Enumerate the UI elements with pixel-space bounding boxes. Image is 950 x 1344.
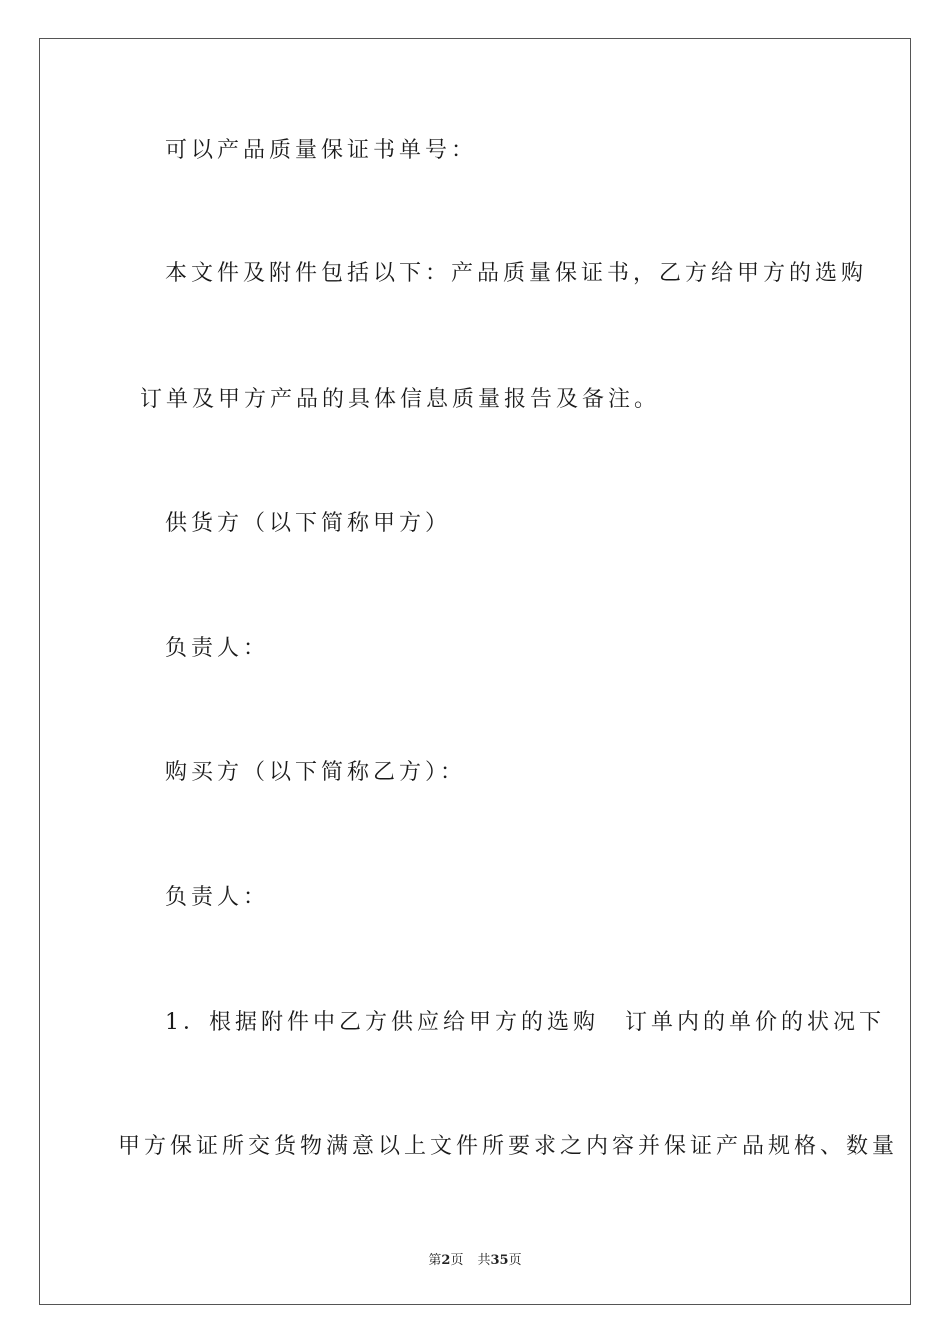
clause-1-line: 1．根据附件中乙方供应给甲方的选购 订单内的单价的状况下 <box>165 1010 885 1035</box>
documents-included-continuation: 订单及甲方产品的具体信息质量报告及备注。 <box>140 387 661 412</box>
footer-page-number: 2 <box>441 1253 451 1268</box>
footer-total-pages: 35 <box>490 1253 509 1268</box>
quality-cert-number-line: 可以产品质量保证书单号： <box>165 138 478 163</box>
documents-included-line: 本文件及附件包括以下：产品质量保证书，乙方给甲方的选购 <box>165 261 868 286</box>
supplier-line: 供货方（以下简称甲方） <box>165 511 452 536</box>
supplier-responsible-person: 负责人： <box>165 636 270 661</box>
footer-total-prefix: 共 <box>477 1253 491 1268</box>
page-border <box>39 38 911 1305</box>
footer-total-suffix: 页 <box>508 1253 522 1268</box>
page-footer <box>0 1249 950 1268</box>
buyer-line: 购买方（以下简称乙方）： <box>165 760 467 785</box>
clause-1-continuation: 甲方保证所交货物满意以上文件所要求之内容并保证产品规格、数量 <box>118 1134 899 1159</box>
buyer-responsible-person: 负责人： <box>165 885 270 910</box>
footer-page-prefix: 第 <box>428 1253 442 1268</box>
footer-page-suffix: 页 <box>450 1253 464 1268</box>
